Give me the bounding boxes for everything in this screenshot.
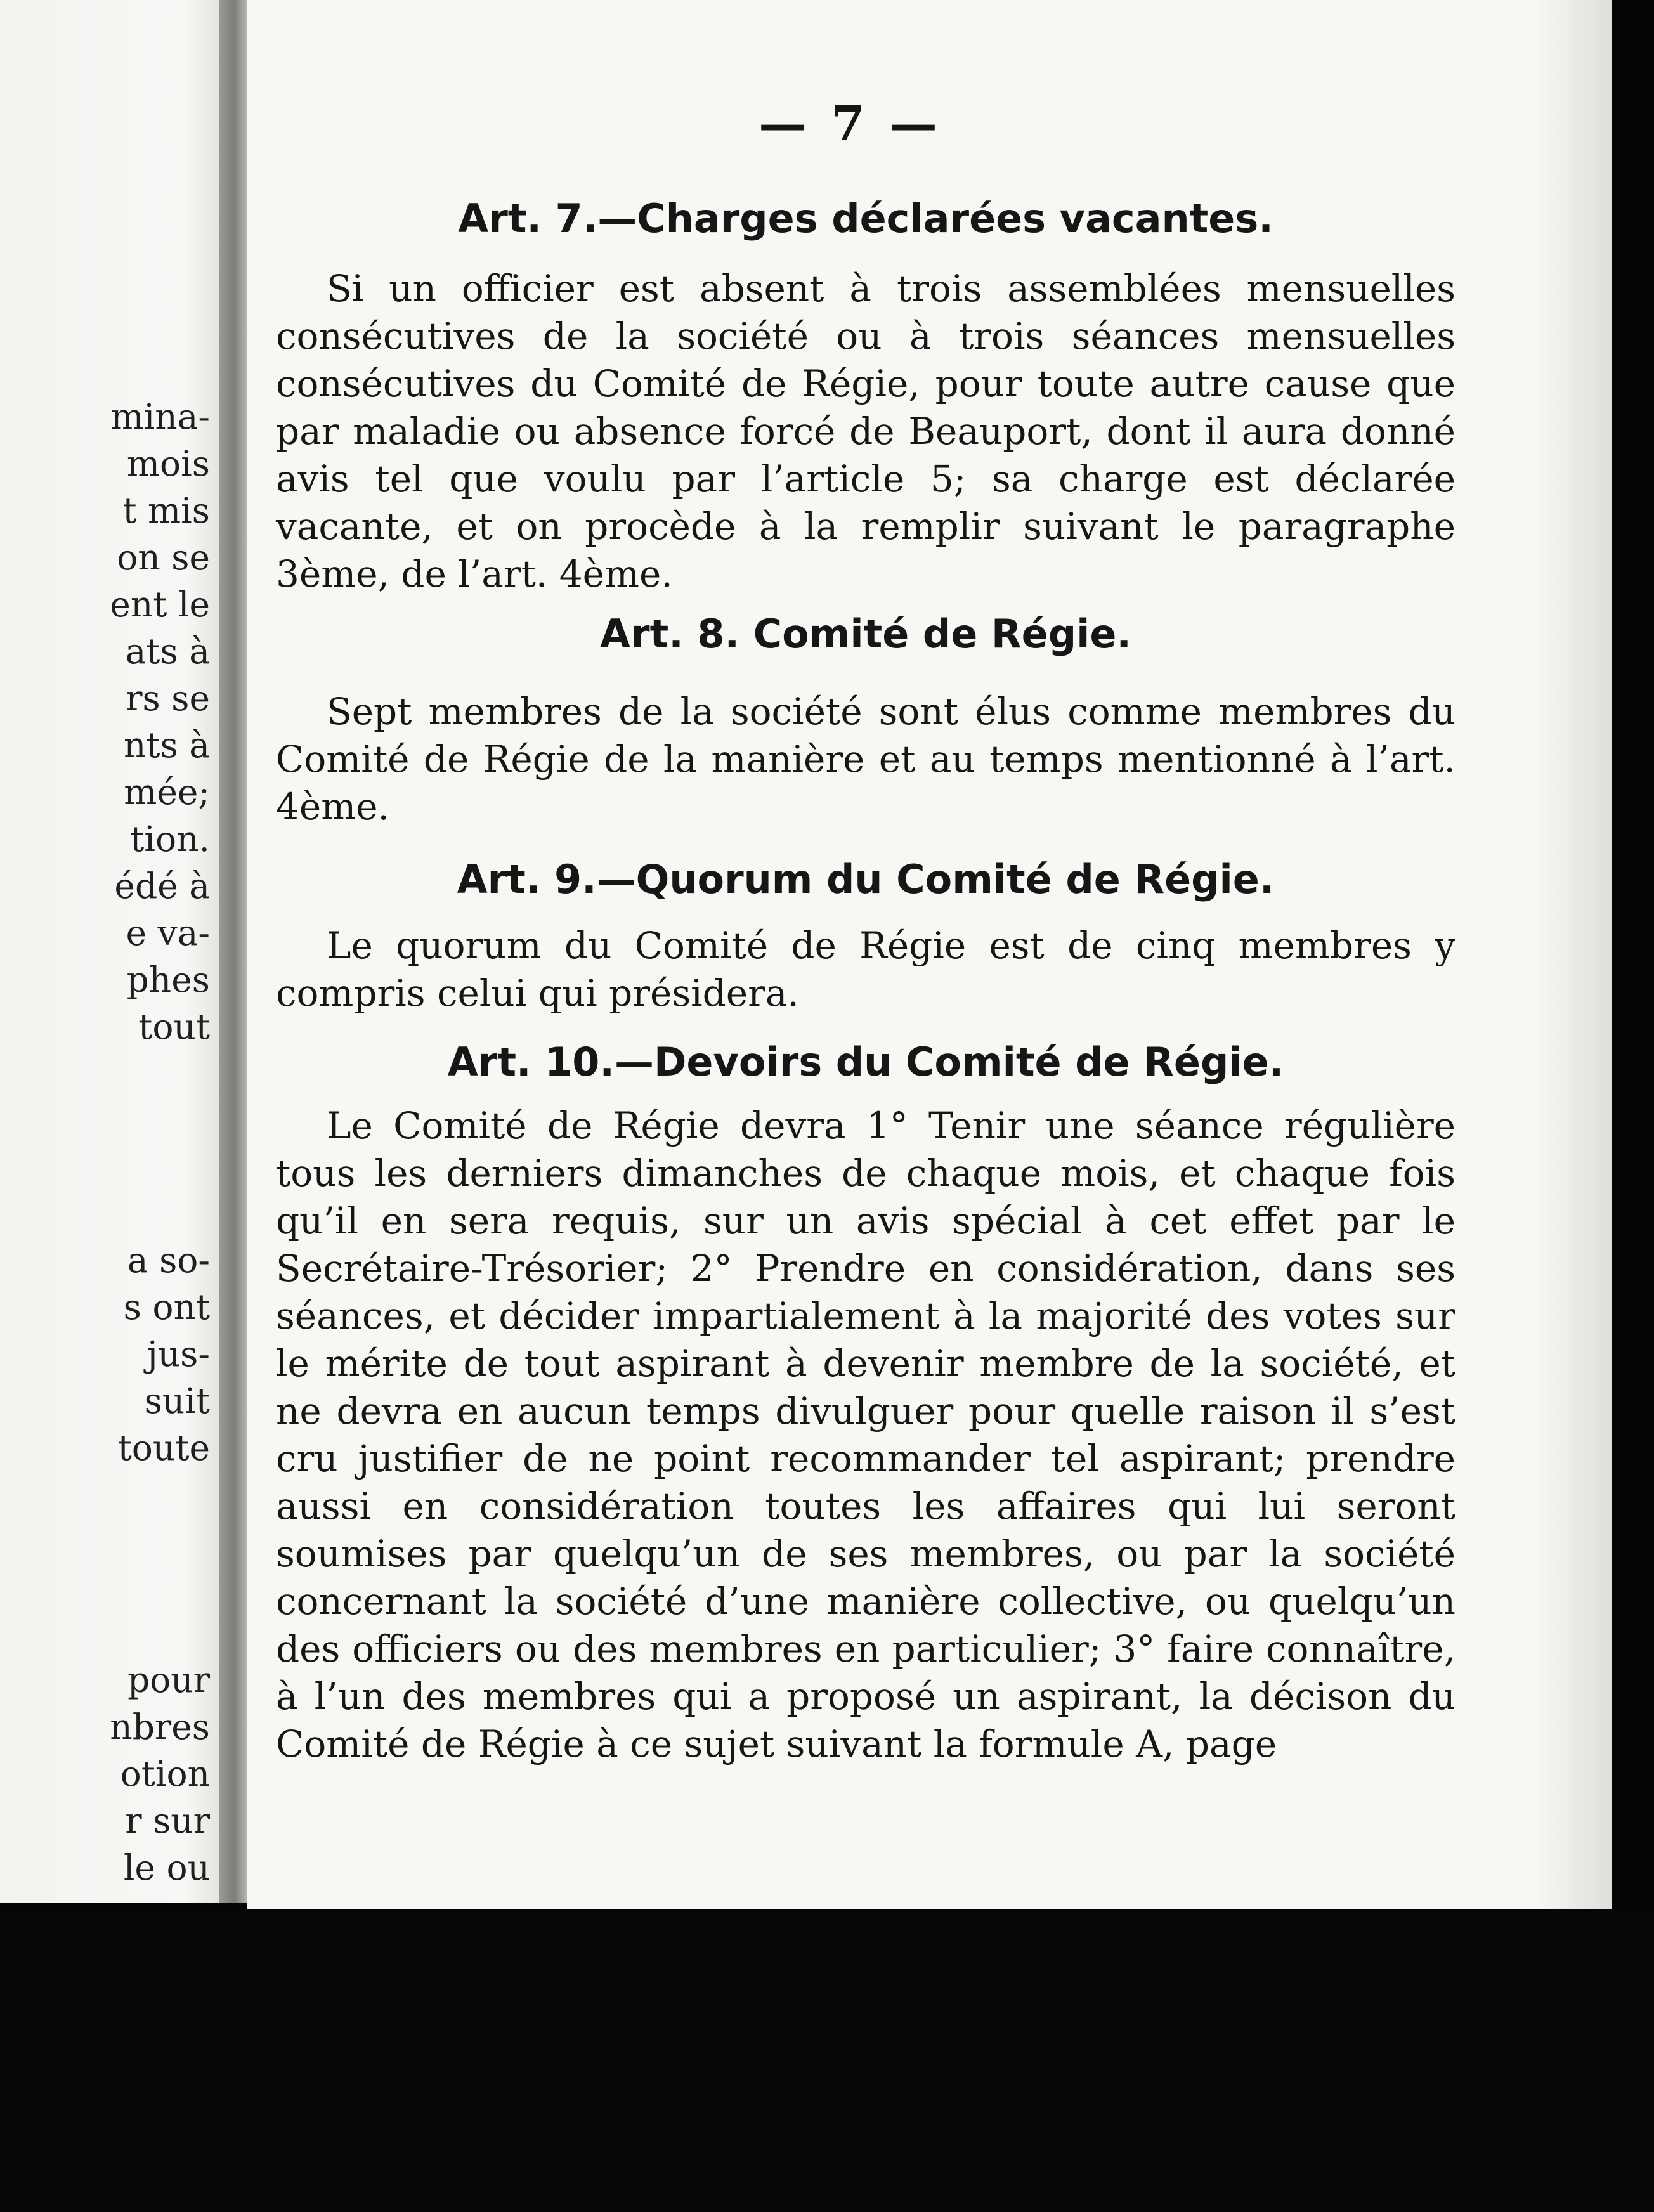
book-gutter	[219, 0, 247, 1903]
article-body: Le quorum du Comité de Régie est de cinq membres y compris celui qui présidera.	[276, 924, 1455, 1015]
left-margin-fragment: ent le	[110, 584, 210, 625]
left-margin-fragment: nbres	[110, 1707, 210, 1747]
left-margin-fragment: s ont	[123, 1287, 210, 1327]
left-margin-fragment: tion.	[130, 819, 210, 859]
left-margin-fragment: t mis	[122, 490, 210, 531]
left-margin-fragment: le ou	[123, 1847, 210, 1888]
left-margin-fragment: e va-	[126, 913, 210, 953]
left-margin-fragment: phes	[126, 960, 210, 1000]
article-heading: Art. 9.—Quorum du Comité de Régie.	[457, 856, 1275, 902]
left-margin-fragment: rs se	[126, 678, 210, 719]
text-column	[276, 190, 1455, 1768]
article-heading: Art. 8. Comité de Régie.	[600, 611, 1131, 657]
left-margin-fragment: otion	[120, 1753, 210, 1794]
left-margin-fragment: édé à	[114, 866, 210, 906]
page-number: — 7 —	[759, 95, 941, 152]
left-margin-fragment: pour	[127, 1660, 210, 1700]
left-margin-fragment: ats à	[125, 631, 210, 672]
article-body: Le Comité de Régie devra 1° Tenir une séance régulière tous les derniers dimanches de chaque mois, et chaque fois qu’il en sera requis, sur un avis spécial à cet effet par le Secrétaire-Trésorier; 2° Prendre en considération, dans ses séances, et décider impartialement à la majorité des votes sur le mérite de tout aspirant à devenir membre de la société, et ne devra en aucun temps divulguer pour quelle raison il s’est cru justifier de ne point recommander tel aspirant; prendre aussi en considération toutes les affaires qui lui seront soumises par quelqu’un de ses membres, ou par la société concernant la société d’une manière collective, ou quelqu’un des officiers ou des membres en particulier; 3° faire connaître, à l’un des membres qui a proposé un aspirant, la décison du Comité de Régie à ce sujet suivant la formule A, page	[276, 1104, 1455, 1766]
article-heading: Art. 10.—Devoirs du Comité de Régie.	[447, 1039, 1284, 1085]
left-margin-fragment: r sur	[125, 1800, 210, 1841]
left-page	[0, 0, 219, 1903]
left-margin-fragment: suit	[144, 1381, 210, 1421]
left-margin-fragment: on se	[117, 537, 210, 578]
left-margin-fragment: toute	[117, 1428, 210, 1468]
left-margin-fragment: mée;	[124, 772, 210, 812]
left-margin-fragment: mois	[126, 443, 210, 484]
article-heading: Art. 7.—Charges déclarées vacantes.	[458, 195, 1273, 242]
left-margin-fragment: a so-	[127, 1240, 210, 1280]
page-edge-shadow	[1536, 0, 1612, 1909]
left-margin-fragment: tout	[138, 1006, 210, 1047]
article-body: Si un officier est absent à trois assemblées mensuelles consécutives de la société ou à trois séances mensuelles consécutives du Comité de Régie, pour toute autre cause que par maladie ou absence forcé de Beauport, dont il aura donné avis tel que voulu par l’article 5; sa charge est déclarée vacante, et on procède à la remplir suivant le paragraphe 3ème, de l’art. 4ème.	[276, 267, 1455, 595]
scan-border	[0, 1909, 1654, 2212]
left-margin-fragment: jus-	[147, 1334, 210, 1374]
left-margin-fragment: mina-	[110, 396, 210, 437]
article-body: Sept membres de la société sont élus comme membres du Comité de Régie de la manière et au temps mentionné à l’art. 4ème.	[276, 690, 1455, 828]
left-margin-fragment: nts à	[123, 725, 210, 765]
